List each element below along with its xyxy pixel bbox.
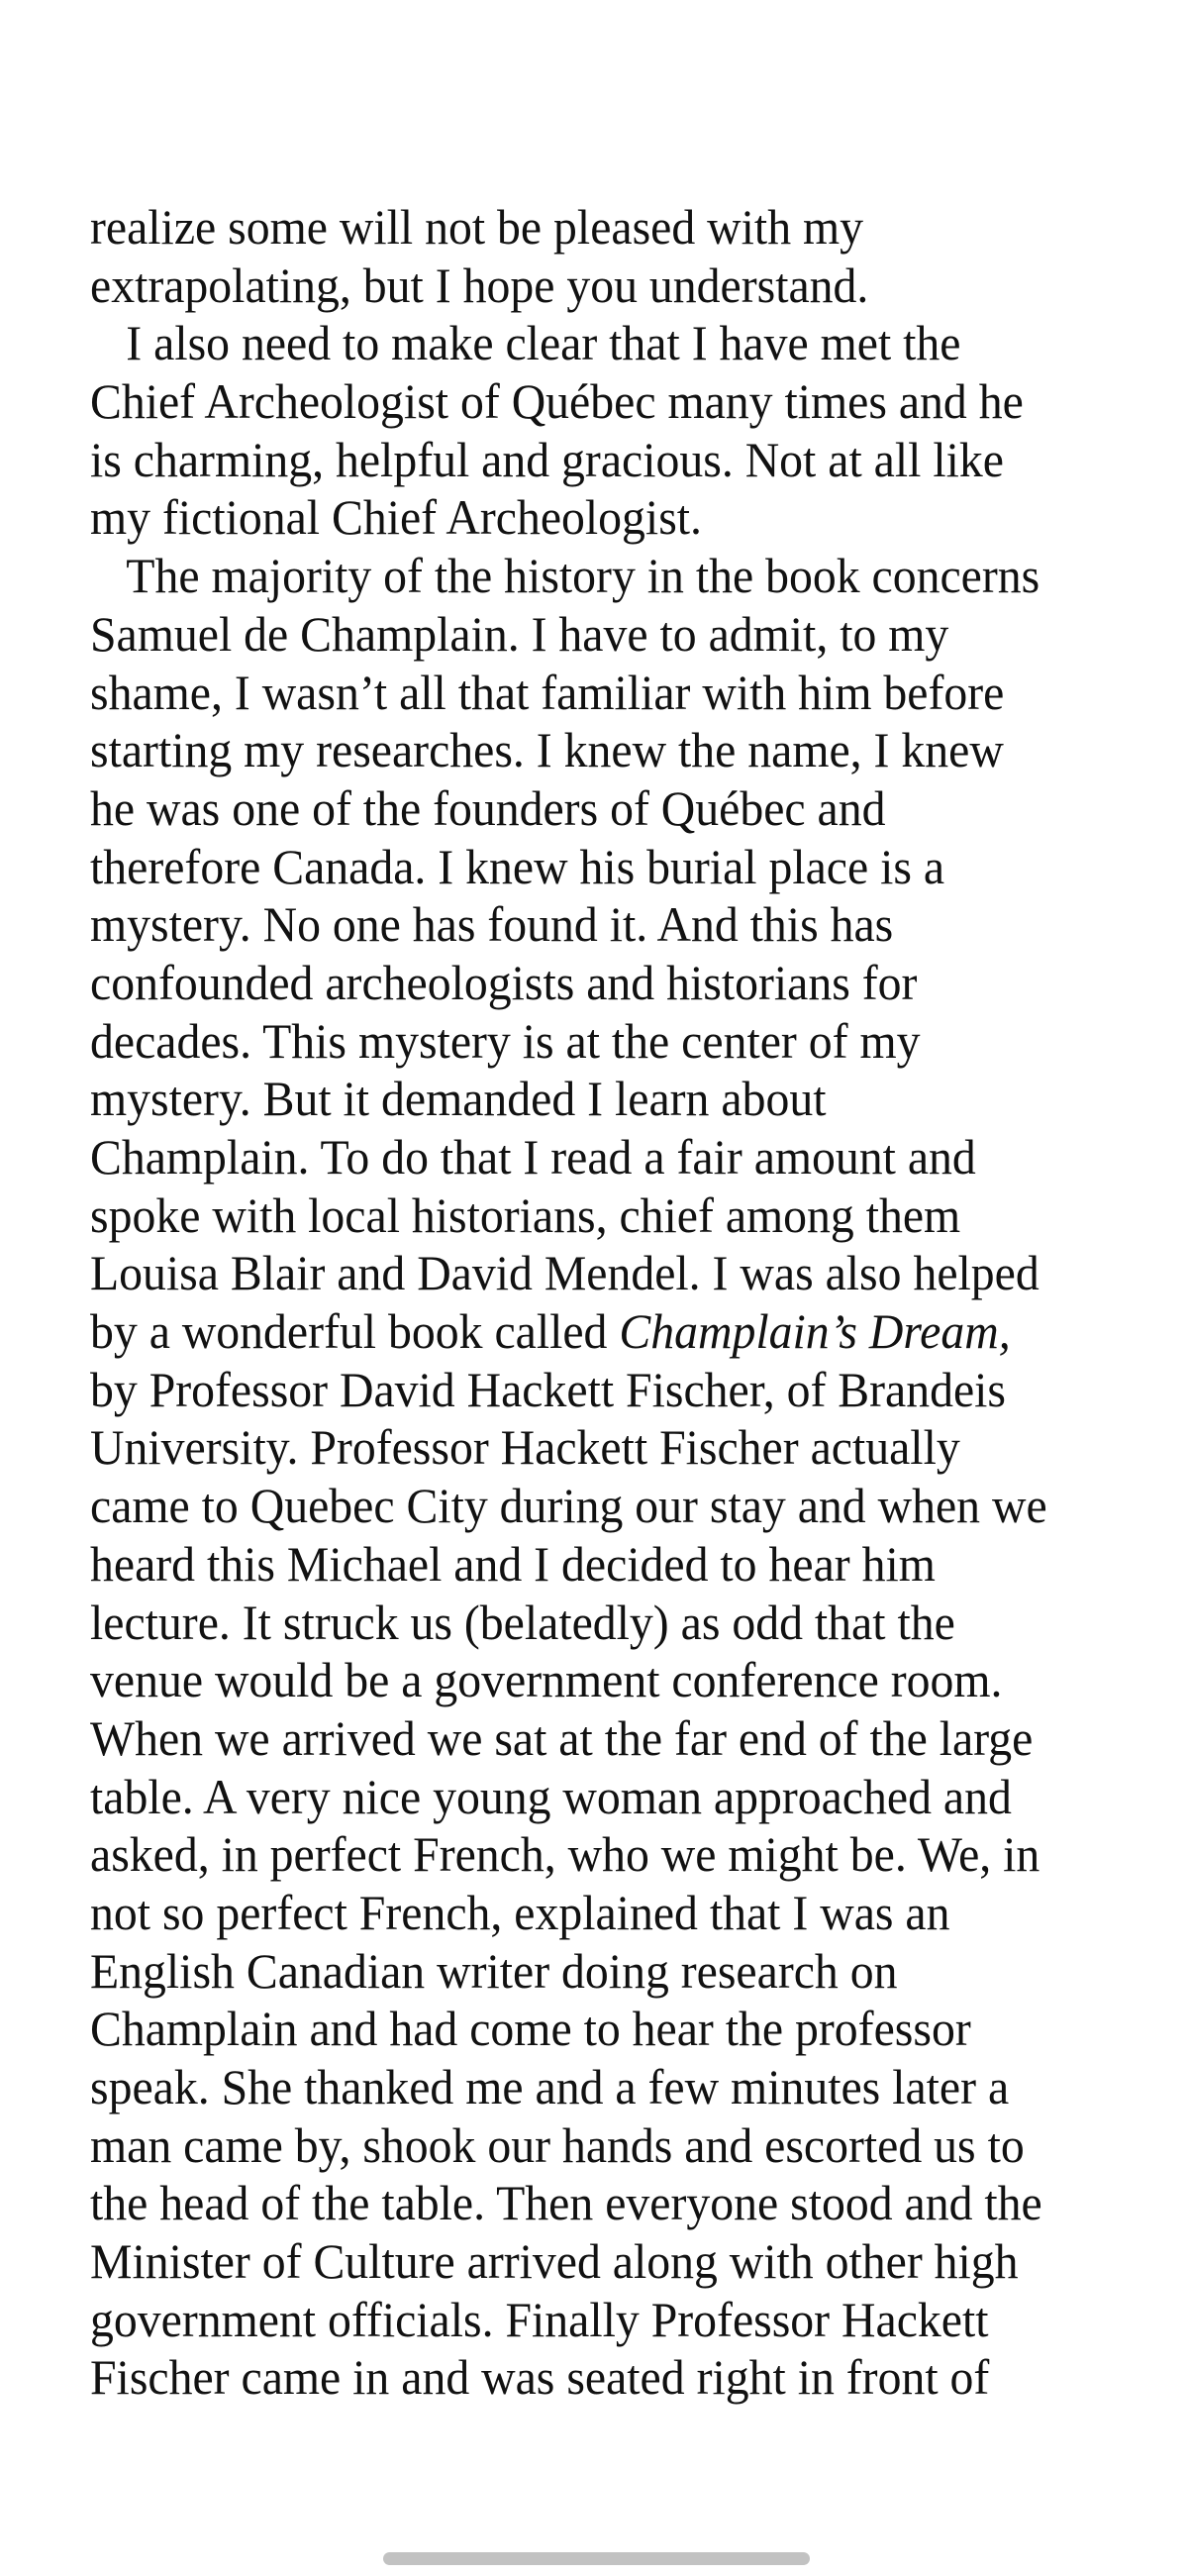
text-line-content: the head of the table. Then everyone stood and the bbox=[90, 2175, 1042, 2231]
text-line-content: When we arrived we sat at the far end of the large bbox=[90, 1709, 1034, 1766]
text-line bbox=[90, 1418, 1064, 1477]
text-line bbox=[90, 2058, 1064, 2116]
text-line-content: heard this Michael and I decided to hear him bbox=[90, 1535, 936, 1592]
text-line bbox=[90, 1070, 1064, 1128]
text-line-content: Minister of Culture arrived along with other high bbox=[90, 2233, 1019, 2290]
text-line-content: lecture. It struck us (belatedly) as odd that the bbox=[90, 1594, 955, 1650]
text-line bbox=[90, 1186, 1064, 1245]
text-line bbox=[90, 1302, 1064, 1361]
text-line bbox=[90, 954, 1064, 1012]
text-line bbox=[90, 1594, 1064, 1652]
text-line bbox=[90, 1012, 1064, 1071]
text-line-content: confounded archeologists and historians for bbox=[90, 954, 918, 1010]
text-line-content: therefore Canada. I knew his burial place is a bbox=[90, 838, 945, 894]
text-line bbox=[90, 1768, 1064, 1826]
text-line-content: Champlain and had come to hear the professor bbox=[90, 2001, 971, 2057]
text-line bbox=[90, 257, 1064, 315]
text-line-content: by Professor David Hackett Fischer, of Brandeis bbox=[90, 1361, 1007, 1417]
text-line-content: my fictional Chief Archeologist. bbox=[90, 489, 702, 546]
text-line bbox=[90, 2116, 1064, 2175]
text-line-content: Chief Archeologist of Québec many times and he bbox=[90, 373, 1024, 430]
text-line-content: extrapolating, but I hope you understand. bbox=[90, 257, 869, 313]
text-line bbox=[90, 2232, 1064, 2291]
home-indicator[interactable] bbox=[383, 2552, 810, 2565]
text-line bbox=[90, 1884, 1064, 1942]
text-line-content: asked, in perfect French, who we might be. We, in bbox=[90, 1826, 1040, 1883]
text-line-content: Fischer came in and was seated right in front of bbox=[90, 2349, 990, 2406]
text-line-content: table. A very nice young woman approached and bbox=[90, 1768, 1012, 1824]
text-line-content: is charming, helpful and gracious. Not at all like bbox=[90, 431, 1004, 487]
text-line-content: starting my researches. I knew the name, I knew bbox=[90, 722, 1004, 778]
text-line bbox=[90, 1651, 1064, 1709]
text-line-content: English Canadian writer doing research on bbox=[90, 1942, 898, 1999]
text-line-content: speak. She thanked me and a few minutes later a bbox=[90, 2059, 1010, 2114]
text-line-content: mystery. No one has found it. And this has bbox=[90, 896, 894, 953]
text-line bbox=[90, 488, 1064, 547]
text-line bbox=[90, 2174, 1064, 2232]
book-page-text bbox=[90, 198, 1110, 2407]
text-line bbox=[90, 605, 1064, 664]
text-line bbox=[90, 2291, 1064, 2349]
text-line bbox=[90, 1942, 1064, 2001]
text-line-content: Champlain. To do that I read a fair amount and bbox=[90, 1129, 976, 1185]
text-line bbox=[90, 779, 1064, 838]
text-line bbox=[90, 1825, 1064, 1884]
text-line-content: not so perfect French, explained that I was an bbox=[90, 1884, 950, 1940]
text-line-content: spoke with local historians, chief among them bbox=[90, 1186, 961, 1243]
text-line-content: The majority of the history in the book concerns bbox=[126, 548, 1040, 604]
text-line-content: decades. This mystery is at the center of my bbox=[90, 1012, 921, 1069]
text-line-content: Louisa Blair and David Mendel. I was also helped bbox=[90, 1245, 1040, 1301]
text-line bbox=[90, 664, 1064, 722]
text-line bbox=[90, 198, 1064, 257]
text-line-content: realize some will not be pleased with my bbox=[90, 199, 864, 255]
text-line-content: came to Quebec City during our stay and when we bbox=[90, 1478, 1047, 1534]
text-line-content: shame, I wasn’t all that familiar with him before bbox=[90, 664, 1005, 720]
text-line bbox=[90, 1477, 1064, 1535]
text-line bbox=[90, 895, 1064, 954]
text-line bbox=[90, 547, 1064, 605]
text-line bbox=[90, 314, 1064, 372]
text-line-content: man came by, shook our hands and escorted us to bbox=[90, 2116, 1025, 2173]
text-line-content: venue would be a government conference room. bbox=[90, 1652, 1003, 1708]
text-line bbox=[90, 1244, 1064, 1302]
text-line-content: mystery. But it demanded I learn about bbox=[90, 1071, 827, 1127]
text-line bbox=[90, 1128, 1064, 1186]
text-line-content: he was one of the founders of Québec and bbox=[90, 779, 886, 836]
text-line bbox=[90, 838, 1064, 896]
text-line bbox=[90, 2000, 1064, 2058]
text-line bbox=[90, 372, 1064, 431]
book-title-italic: Champlain’s Dream, bbox=[619, 1303, 1011, 1360]
text-line bbox=[90, 721, 1064, 779]
text-line bbox=[90, 1361, 1064, 1419]
text-line-content: University. Professor Hackett Fischer actually bbox=[90, 1419, 960, 1476]
text-line-content: I also need to make clear that I have met the bbox=[126, 315, 961, 371]
text-line bbox=[90, 431, 1064, 489]
text-line bbox=[90, 2348, 1064, 2407]
text-line-content: Samuel de Champlain. I have to admit, to my bbox=[90, 605, 949, 662]
text-line bbox=[90, 1709, 1064, 1768]
text-line-content: government officials. Finally Professor Hackett bbox=[90, 2291, 989, 2347]
text-line bbox=[90, 1535, 1064, 1594]
text-line-content: by a wonderful book called bbox=[90, 1303, 620, 1360]
